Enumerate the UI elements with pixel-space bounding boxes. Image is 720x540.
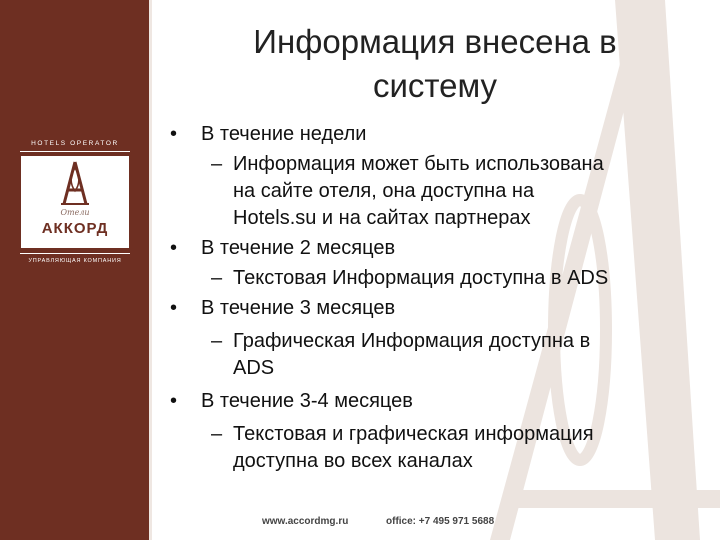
bullet-item: В течение 2 месяцев [201,237,396,259]
sub-bullet-item: Текстовая Информация доступна в ADS [233,267,609,289]
bullet-item: В течение 3 месяцев [201,297,396,319]
sub-bullet-marker: – [211,423,223,445]
slide-title-line-1: Информация внесена в [253,23,617,60]
sub-bullet-marker: – [211,267,223,289]
sub-bullet-item: ADS [233,357,275,379]
sub-bullet-item: Графическая Информация доступна в [233,330,591,352]
bullet-marker: • [170,123,178,145]
bullet-item: В течение недели [201,123,367,145]
logo-company-text: УПРАВЛЯЮЩАЯ КОМПАНИЯ [28,258,122,264]
bullet-marker: • [170,237,178,259]
sub-bullet-item: Текстовая и графическая информация [233,423,594,445]
sub-bullet-item: Информация может быть использована [233,153,604,175]
logo-name: АККОРД [41,220,109,237]
sub-bullet-item: доступна во всех каналах [233,450,473,472]
logo-script-text: Отели [60,208,90,217]
logo-operator-text: HOTELS OPERATOR [31,140,119,147]
bullet-marker: • [170,297,178,319]
footer-phone: office: +7 495 971 5688 [386,516,495,527]
footer-website: www.accordmg.ru [262,516,349,527]
slide-title-line-2: систему [372,67,498,104]
sub-bullet-item: на сайте отеля, она доступна на [233,180,535,202]
bullet-item: В течение 3-4 месяцев [201,390,413,412]
sub-bullet-marker: – [211,153,223,175]
sub-bullet-marker: – [211,330,223,352]
sub-bullet-item: Hotels.su и на сайтах партнерах [233,207,531,229]
bullet-marker: • [170,390,178,412]
